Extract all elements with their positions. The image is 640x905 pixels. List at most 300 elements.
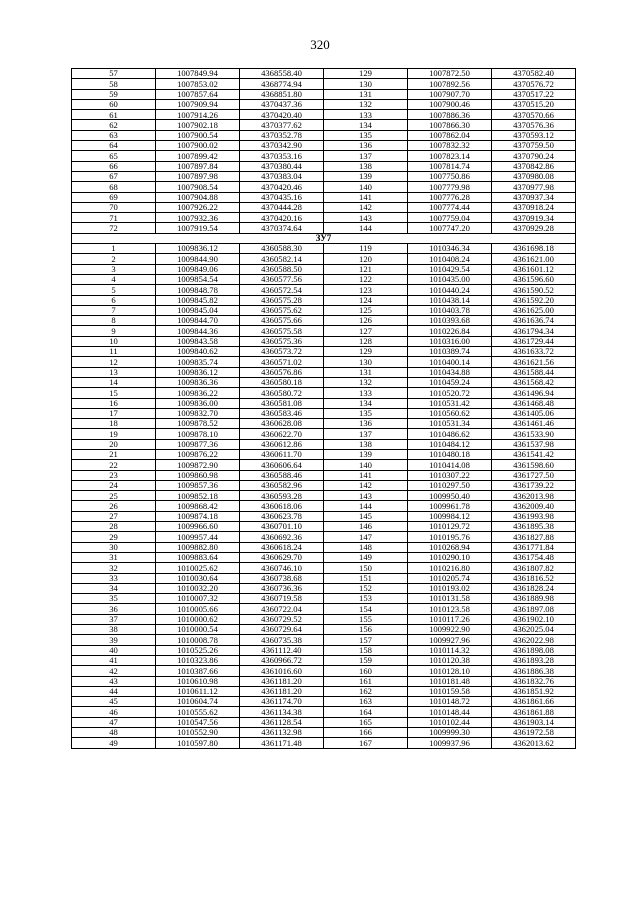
table-cell: 153 [324, 594, 408, 604]
table-row [72, 717, 576, 727]
table-cell: 4360628.08 [240, 419, 324, 429]
table-cell: 4361895.38 [492, 522, 576, 532]
table-cell: 4361972.58 [492, 728, 576, 738]
table-cell: 1010520.72 [408, 388, 492, 398]
table-cell: 137 [324, 151, 408, 161]
table-cell: 4370420.16 [240, 213, 324, 223]
table-cell: 1007866.30 [408, 120, 492, 130]
table-cell: 4370593.12 [492, 130, 576, 140]
table-cell: 4360588.30 [240, 244, 324, 254]
table-cell: 4360580.18 [240, 377, 324, 387]
table-cell: 4370437.36 [240, 99, 324, 109]
table-cell: 4362013.98 [492, 491, 576, 501]
table-cell: 138 [324, 161, 408, 171]
table-cell: 1010316.00 [408, 336, 492, 346]
table-cell: 1010226.84 [408, 326, 492, 336]
table-cell: 4370576.72 [492, 79, 576, 89]
table-cell: 4360581.08 [240, 398, 324, 408]
table-cell: 4360736.36 [240, 583, 324, 593]
table-row [72, 151, 576, 161]
table-cell: 1009848.78 [156, 285, 240, 295]
table-cell: 1009845.82 [156, 295, 240, 305]
table-cell: 1007750.86 [408, 171, 492, 181]
table-cell: 4360738.68 [240, 573, 324, 583]
table-row [72, 449, 576, 459]
table-cell: 4361633.72 [492, 347, 576, 357]
table-row [72, 594, 576, 604]
table-cell: 4370980.08 [492, 171, 576, 181]
table-cell: 1010387.66 [156, 666, 240, 676]
table-cell: 18 [72, 419, 156, 429]
table-cell: 1009836.22 [156, 388, 240, 398]
table-cell: 138 [324, 439, 408, 449]
table-cell: 1007904.88 [156, 192, 240, 202]
coordinates-block-a [72, 69, 576, 234]
table-cell: 4360588.50 [240, 264, 324, 274]
table-cell: 32 [72, 563, 156, 573]
table-cell: 126 [324, 316, 408, 326]
table-cell: 141 [324, 470, 408, 480]
table-cell: 4360571.02 [240, 357, 324, 367]
table-row [72, 274, 576, 284]
table-cell: 4361727.50 [492, 470, 576, 480]
table-cell: 4370842.86 [492, 161, 576, 171]
table-cell: 4370570.66 [492, 110, 576, 120]
table-cell: 4360722.04 [240, 604, 324, 614]
table-cell: 4362022.98 [492, 635, 576, 645]
table-row [72, 460, 576, 470]
table-cell: 141 [324, 192, 408, 202]
table-cell: 1010000.62 [156, 614, 240, 624]
table-cell: 1010434.88 [408, 367, 492, 377]
table-cell: 1010307.22 [408, 470, 492, 480]
table-cell: 4370515.20 [492, 99, 576, 109]
table-row [72, 161, 576, 171]
table-cell: 1010408.24 [408, 254, 492, 264]
table-cell: 4370374.64 [240, 223, 324, 233]
table-cell: 4370377.62 [240, 120, 324, 130]
table-cell: 1010440.24 [408, 285, 492, 295]
table-cell: 1010008.78 [156, 635, 240, 645]
table-row [72, 182, 576, 192]
table-cell: 4361993.98 [492, 511, 576, 521]
section-row [72, 233, 576, 243]
table-cell: 1009844.70 [156, 316, 240, 326]
table-cell: 4360573.72 [240, 347, 324, 357]
table-cell: 29 [72, 532, 156, 542]
table-row [72, 171, 576, 181]
table-cell: 26 [72, 501, 156, 511]
table-row [72, 192, 576, 202]
table-row [72, 388, 576, 398]
table-cell: 4361181.20 [240, 676, 324, 686]
table-cell: 4370435.16 [240, 192, 324, 202]
table-cell: 1007857.64 [156, 89, 240, 99]
table-cell: 1009854.54 [156, 274, 240, 284]
table-cell: 1010560.62 [408, 408, 492, 418]
table-cell: 67 [72, 171, 156, 181]
table-cell: 1009836.00 [156, 398, 240, 408]
table-cell: 1007892.56 [408, 79, 492, 89]
table-cell: 1010525.26 [156, 645, 240, 655]
table-cell: 146 [324, 522, 408, 532]
table-cell: 1010480.18 [408, 449, 492, 459]
table-cell: 1010438.14 [408, 295, 492, 305]
table-cell: 1007900.46 [408, 99, 492, 109]
table-row [72, 305, 576, 315]
table-cell: 140 [324, 460, 408, 470]
table-cell: 5 [72, 285, 156, 295]
table-cell: 158 [324, 645, 408, 655]
table-cell: 1010148.72 [408, 697, 492, 707]
table-cell: 4360629.70 [240, 552, 324, 562]
table-row [72, 120, 576, 130]
table-cell: 4361537.98 [492, 439, 576, 449]
table-cell: 22 [72, 460, 156, 470]
table-cell: 4370582.40 [492, 69, 576, 79]
table-cell: 136 [324, 141, 408, 151]
table-cell: 4360966.72 [240, 655, 324, 665]
table-cell: 133 [324, 388, 408, 398]
table-cell: 1010555.62 [156, 707, 240, 717]
table-cell: 1010459.24 [408, 377, 492, 387]
table-cell: 4361807.82 [492, 563, 576, 573]
table-cell: 1007932.36 [156, 213, 240, 223]
coordinates-block-b [72, 244, 576, 749]
table-cell: 4360572.54 [240, 285, 324, 295]
table-cell: 1007897.98 [156, 171, 240, 181]
table-row [72, 130, 576, 140]
table-cell: 1010195.76 [408, 532, 492, 542]
table-cell: 1009836.36 [156, 377, 240, 387]
table-row [72, 110, 576, 120]
table-cell: 1009836.12 [156, 367, 240, 377]
table-cell: 1007779.98 [408, 182, 492, 192]
table-cell: 4360729.64 [240, 625, 324, 635]
table-cell: 4361861.66 [492, 697, 576, 707]
table-cell: 4361902.10 [492, 614, 576, 624]
table-cell: 1009883.64 [156, 552, 240, 562]
table-cell: 142 [324, 480, 408, 490]
table-cell: 4360623.78 [240, 511, 324, 521]
table-row [72, 202, 576, 212]
coordinates-table [71, 68, 576, 749]
table-cell: 1010484.12 [408, 439, 492, 449]
table-cell: 31 [72, 552, 156, 562]
table-cell: 1010205.74 [408, 573, 492, 583]
table-cell: 4360606.64 [240, 460, 324, 470]
table-cell: 1007886.36 [408, 110, 492, 120]
table-row [72, 645, 576, 655]
table-cell: 59 [72, 89, 156, 99]
table-cell: 4360577.56 [240, 274, 324, 284]
table-cell: 1009835.74 [156, 357, 240, 367]
table-cell: 1007907.70 [408, 89, 492, 99]
table-row [72, 357, 576, 367]
table-cell: 1009844.90 [156, 254, 240, 264]
table-cell: 27 [72, 511, 156, 521]
table-cell: 1007926.22 [156, 202, 240, 212]
section-header [72, 233, 576, 243]
table-cell: 4370517.22 [492, 89, 576, 99]
table-cell: 4361897.08 [492, 604, 576, 614]
table-cell: 16 [72, 398, 156, 408]
table-cell: 38 [72, 625, 156, 635]
table-cell: 139 [324, 171, 408, 181]
table-cell: 65 [72, 151, 156, 161]
table-cell: 4370759.50 [492, 141, 576, 151]
table-cell: 4361533.90 [492, 429, 576, 439]
table-cell: 8 [72, 316, 156, 326]
table-cell: 137 [324, 429, 408, 439]
table-cell: 1010435.00 [408, 274, 492, 284]
table-cell: 1010148.44 [408, 707, 492, 717]
table-cell: 166 [324, 728, 408, 738]
table-cell: 9 [72, 326, 156, 336]
table-row [72, 470, 576, 480]
table-cell: 1010552.90 [156, 728, 240, 738]
table-cell: 1009937.96 [408, 738, 492, 748]
table-cell: 4362009.40 [492, 501, 576, 511]
table-cell: 123 [324, 285, 408, 295]
table-cell: 4370929.28 [492, 223, 576, 233]
table-cell: 1007872.50 [408, 69, 492, 79]
table-cell: 4360588.46 [240, 470, 324, 480]
table-cell: 35 [72, 594, 156, 604]
table-cell: 4361636.74 [492, 316, 576, 326]
table-cell: 43 [72, 676, 156, 686]
table-row [72, 408, 576, 418]
table-cell: 4361468.48 [492, 398, 576, 408]
table-row [72, 419, 576, 429]
table-row [72, 347, 576, 357]
table-cell: 4361112.40 [240, 645, 324, 655]
table-cell: 34 [72, 583, 156, 593]
table-cell: 1010030.64 [156, 573, 240, 583]
table-cell: 25 [72, 491, 156, 501]
table-cell: 4370937.34 [492, 192, 576, 202]
table-row [72, 676, 576, 686]
section-label: ЗУ7 [72, 233, 576, 243]
table-cell: 143 [324, 491, 408, 501]
table-cell: 4360580.72 [240, 388, 324, 398]
table-cell: 4360618.24 [240, 542, 324, 552]
table-cell: 1010114.32 [408, 645, 492, 655]
table-cell: 1007919.54 [156, 223, 240, 233]
table-cell: 133 [324, 110, 408, 120]
table-cell: 1010323.86 [156, 655, 240, 665]
table-cell: 1009844.36 [156, 326, 240, 336]
table-cell: 4361621.00 [492, 254, 576, 264]
table-cell: 147 [324, 532, 408, 542]
table-cell: 4370918.24 [492, 202, 576, 212]
table-cell: 4361903.14 [492, 717, 576, 727]
table-cell: 1010597.80 [156, 738, 240, 748]
table-cell: 4370342.90 [240, 141, 324, 151]
table-cell: 142 [324, 202, 408, 212]
table-cell: 1009843.58 [156, 336, 240, 346]
table-cell: 4361828.24 [492, 583, 576, 593]
table-row [72, 573, 576, 583]
table-cell: 136 [324, 419, 408, 429]
table-cell: 1010117.26 [408, 614, 492, 624]
table-cell: 58 [72, 79, 156, 89]
table-cell: 4370380.44 [240, 161, 324, 171]
table-cell: 1010531.42 [408, 398, 492, 408]
table-cell: 30 [72, 542, 156, 552]
table-cell: 131 [324, 89, 408, 99]
table-cell: 63 [72, 130, 156, 140]
table-cell: 37 [72, 614, 156, 624]
table-cell: 1009872.90 [156, 460, 240, 470]
table-cell: 150 [324, 563, 408, 573]
table-cell: 4360575.62 [240, 305, 324, 315]
table-cell: 1009840.62 [156, 347, 240, 357]
table-cell: 1010393.68 [408, 316, 492, 326]
table-cell: 4360618.06 [240, 501, 324, 511]
table-cell: 155 [324, 614, 408, 624]
table-cell: 64 [72, 141, 156, 151]
table-cell: 4370352.78 [240, 130, 324, 140]
table-cell: 4370977.98 [492, 182, 576, 192]
table-cell: 23 [72, 470, 156, 480]
table-cell: 4361827.88 [492, 532, 576, 542]
table-cell: 1007814.74 [408, 161, 492, 171]
table-cell: 4361621.56 [492, 357, 576, 367]
table-cell: 28 [72, 522, 156, 532]
table-cell: 119 [324, 244, 408, 254]
table-row [72, 316, 576, 326]
table-cell: 1009984.12 [408, 511, 492, 521]
table-cell: 1010400.14 [408, 357, 492, 367]
table-cell: 1007832.32 [408, 141, 492, 151]
table-cell: 4 [72, 274, 156, 284]
table-cell: 1010268.94 [408, 542, 492, 552]
table-cell: 69 [72, 192, 156, 202]
table-cell: 4361132.98 [240, 728, 324, 738]
table-cell: 1007747.20 [408, 223, 492, 233]
table-cell: 1010290.10 [408, 552, 492, 562]
table-cell: 1009999.30 [408, 728, 492, 738]
table-cell: 17 [72, 408, 156, 418]
table-row [72, 707, 576, 717]
table-row [72, 635, 576, 645]
table-cell: 60 [72, 99, 156, 109]
table-cell: 134 [324, 120, 408, 130]
table-cell: 1010611.12 [156, 686, 240, 696]
table-cell: 1 [72, 244, 156, 254]
table-cell: 4361181.20 [240, 686, 324, 696]
table-row [72, 480, 576, 490]
table-cell: 62 [72, 120, 156, 130]
table-cell: 4360735.38 [240, 635, 324, 645]
table-cell: 1007900.02 [156, 141, 240, 151]
table-cell: 4362013.62 [492, 738, 576, 748]
table-cell: 4368851.80 [240, 89, 324, 99]
table-cell: 1009966.60 [156, 522, 240, 532]
table-cell: 4360582.14 [240, 254, 324, 264]
table-cell: 4361134.38 [240, 707, 324, 717]
table-cell: 70 [72, 202, 156, 212]
table-row [72, 223, 576, 233]
table-cell: 4361016.60 [240, 666, 324, 676]
table-row [72, 666, 576, 676]
table-cell: 139 [324, 449, 408, 459]
table-cell: 3 [72, 264, 156, 274]
table-cell: 159 [324, 655, 408, 665]
table-cell: 44 [72, 686, 156, 696]
table-cell: 4368774.94 [240, 79, 324, 89]
table-cell: 4360746.10 [240, 563, 324, 573]
table-cell: 1009857.36 [156, 480, 240, 490]
table-cell: 1010000.54 [156, 625, 240, 635]
table-cell: 1010005.66 [156, 604, 240, 614]
table-cell: 167 [324, 738, 408, 748]
table-cell: 1007862.04 [408, 130, 492, 140]
table-row [72, 439, 576, 449]
table-row [72, 522, 576, 532]
table-cell: 132 [324, 377, 408, 387]
table-row [72, 89, 576, 99]
table-cell: 11 [72, 347, 156, 357]
table-cell: 1010403.78 [408, 305, 492, 315]
table-cell: 1010414.08 [408, 460, 492, 470]
table-cell: 4370444.28 [240, 202, 324, 212]
table-cell: 4360583.46 [240, 408, 324, 418]
table-cell: 122 [324, 274, 408, 284]
table-cell: 6 [72, 295, 156, 305]
table-cell: 1009961.78 [408, 501, 492, 511]
table-cell: 161 [324, 676, 408, 686]
table-cell: 7 [72, 305, 156, 315]
table-cell: 4361698.18 [492, 244, 576, 254]
table-cell: 4360622.70 [240, 429, 324, 439]
table-cell: 33 [72, 573, 156, 583]
table-row [72, 686, 576, 696]
table-row [72, 655, 576, 665]
table-cell: 1010216.80 [408, 563, 492, 573]
table-cell: 1007774.44 [408, 202, 492, 212]
table-cell: 1009927.96 [408, 635, 492, 645]
table-cell: 1009877.36 [156, 439, 240, 449]
table-cell: 1010025.62 [156, 563, 240, 573]
table-cell: 4360575.28 [240, 295, 324, 305]
table-cell: 4360719.58 [240, 594, 324, 604]
table-row [72, 398, 576, 408]
table-cell: 1010128.10 [408, 666, 492, 676]
table-cell: 160 [324, 666, 408, 676]
table-cell: 1009950.40 [408, 491, 492, 501]
table-row [72, 552, 576, 562]
table-cell: 144 [324, 501, 408, 511]
table-cell: 45 [72, 697, 156, 707]
table-row [72, 697, 576, 707]
table-row [72, 563, 576, 573]
table-row [72, 79, 576, 89]
table-cell: 145 [324, 511, 408, 521]
table-cell: 4360582.96 [240, 480, 324, 490]
table-cell: 4362025.04 [492, 625, 576, 635]
table-row [72, 532, 576, 542]
table-cell: 2 [72, 254, 156, 264]
table-cell: 4361816.52 [492, 573, 576, 583]
table-cell: 1007849.94 [156, 69, 240, 79]
table-cell: 129 [324, 69, 408, 79]
table-cell: 72 [72, 223, 156, 233]
table-row [72, 429, 576, 439]
table-cell: 4361596.60 [492, 274, 576, 284]
table-cell: 4360611.70 [240, 449, 324, 459]
